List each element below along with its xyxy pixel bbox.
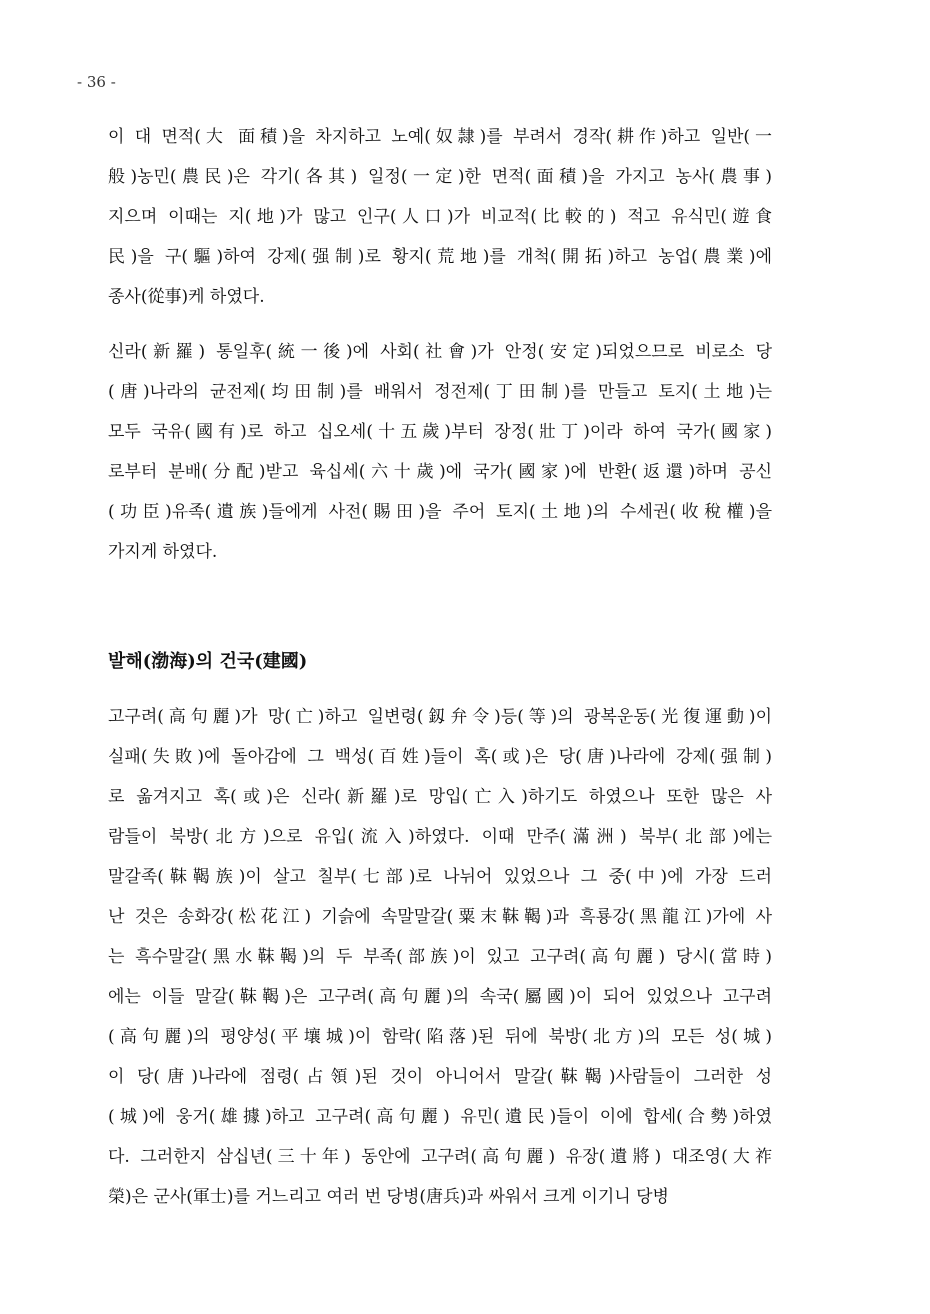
section-heading: 발해(渤海)의 건국(建國) bbox=[108, 651, 308, 672]
text-line: (功臣)유족(遺族)들에게 사전(賜田)을 주어 토지(土地)의 수세권(收稅權)을 bbox=[108, 502, 772, 522]
text-line: 般)농민(農民)은 각기(各其) 일정(一定)한 면적(面積)을 가지고 농사(農事) bbox=[108, 167, 772, 187]
text-line: 난 것은 송화강(松花江) 기슭에 속말말갈(粟末靺鞨)과 흑룡강(黑龍江)가에 사 bbox=[108, 907, 772, 927]
text-line: 모두 국유(國有)로 하고 십오세(十五歲)부터 장정(壯丁)이라 하여 국가(國家) bbox=[108, 422, 772, 442]
text-line: 로 옮겨지고 혹(或)은 신라(新羅)로 망입(亡入)하기도 하였으나 또한 많은 사 bbox=[108, 787, 772, 807]
text-line: 실패(失敗)에 돌아감에 그 백성(百姓)들이 혹(或)은 당(唐)나라에 강제(强制) bbox=[108, 747, 772, 767]
text-line: 말갈족(靺鞨族)이 살고 칠부(七部)로 나뉘어 있었으나 그 중(中)에 가장 드러 bbox=[108, 867, 772, 887]
page-number: - 36 - bbox=[77, 73, 116, 91]
text-line: 람들이 북방(北方)으로 유입(流入)하였다. 이때 만주(滿洲) 북부(北部)에는 bbox=[108, 827, 772, 847]
text-line: 民)을 구(驅)하여 강제(强制)로 황지(荒地)를 개척(開拓)하고 농업(農業)에 bbox=[108, 247, 772, 267]
text-line: 이 당(唐)나라에 점령(占領)된 것이 아니어서 말갈(靺鞨)사람들이 그러한 성 bbox=[108, 1067, 772, 1087]
text-line: 는 흑수말갈(黑水靺鞨)의 두 부족(部族)이 있고 고구려(高句麗) 당시(當時) bbox=[108, 947, 772, 967]
text-line: 에는 이들 말갈(靺鞨)은 고구려(高句麗)의 속국(屬國)이 되어 있었으나 고구려 bbox=[108, 987, 772, 1007]
text-line: 신라(新羅) 통일후(統一後)에 사회(社會)가 안정(安定)되었으므로 비로소 당 bbox=[108, 342, 772, 362]
text-line: 가지게 하였다. bbox=[108, 542, 218, 562]
text-line: 고구려(高句麗)가 망(亡)하고 일변령(釼弁令)등(等)의 광복운동(光復運動)이 bbox=[108, 707, 772, 727]
paragraph-silla-land-system bbox=[108, 332, 772, 572]
text-line: 다. 그러한지 삼십년(三十年) 동안에 고구려(高句麗) 유장(遺將) 대조영(大祚 bbox=[108, 1147, 772, 1167]
text-line: (唐)나라의 균전제(均田制)를 배워서 정전제(丁田制)를 만들고 토지(土地)는 bbox=[108, 382, 772, 402]
text-line: 로부터 분배(分配)받고 육십세(六十歲)에 국가(國家)에 반환(返還)하며 공신 bbox=[108, 462, 772, 482]
text-line: 종사(從事)케 하였다. bbox=[108, 287, 265, 307]
text-line: 이 대 면적(大 面積)을 차지하고 노예(奴隷)를 부려서 경작(耕作)하고 일반(一 bbox=[108, 127, 772, 147]
paragraph-land-system bbox=[108, 117, 772, 317]
text-line: 지으며 이때는 지(地)가 많고 인구(人口)가 비교적(比較的) 적고 유식민(遊食 bbox=[108, 207, 772, 227]
text-line: 榮)은 군사(軍士)를 거느리고 여러 번 당병(唐兵)과 싸워서 크게 이기니 당병 bbox=[108, 1187, 669, 1207]
paragraph-balhae-founding bbox=[108, 697, 772, 1217]
text-line: (城)에 웅거(雄據)하고 고구려(高句麗) 유민(遺民)들이 이에 합세(合勢)하였 bbox=[108, 1107, 772, 1127]
text-line: (高句麗)의 평양성(平壤城)이 함락(陷落)된 뒤에 북방(北方)의 모든 성(城) bbox=[108, 1027, 772, 1047]
